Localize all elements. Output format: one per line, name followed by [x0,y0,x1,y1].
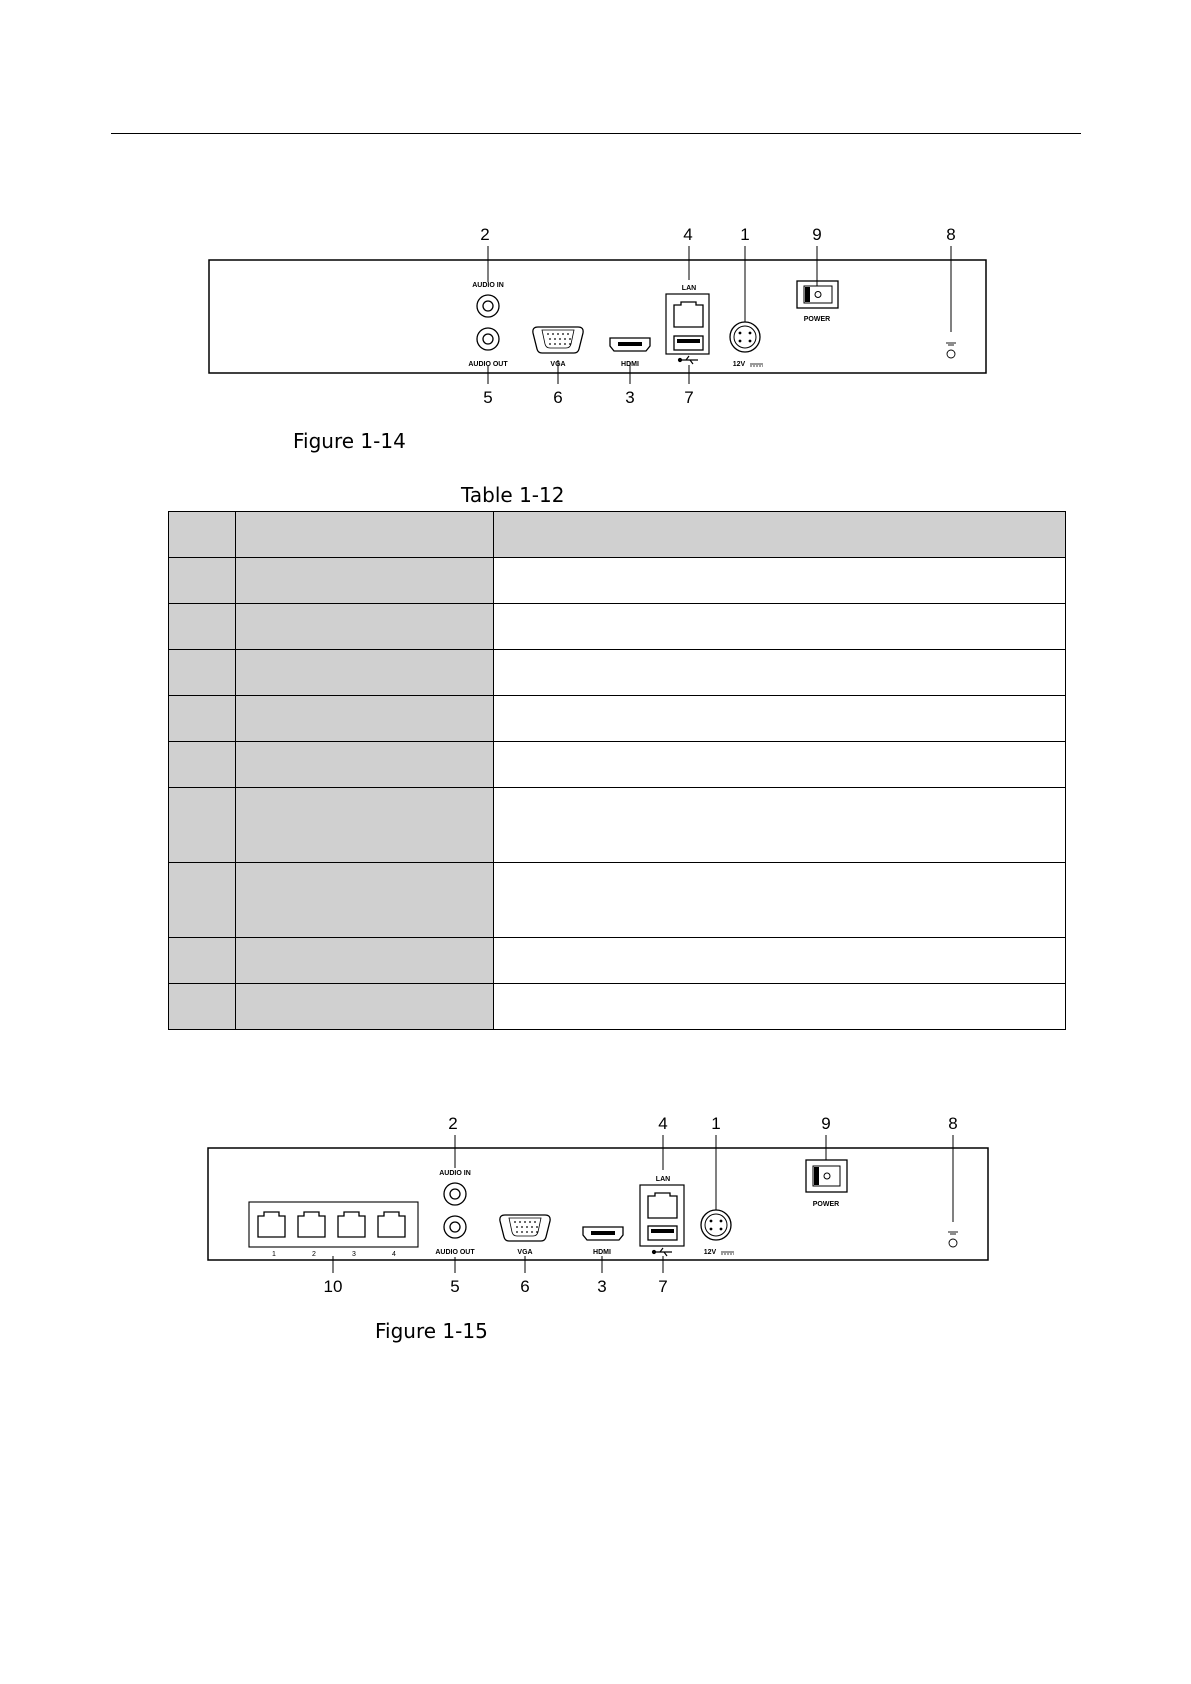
figure-1-14-caption: Figure 1-14 [293,429,406,453]
table-header-row [169,512,1066,558]
port-3-label: 3 [352,1251,356,1258]
vga-label: VGA [517,1249,533,1256]
audio-in-label: AUDIO IN [439,1170,471,1177]
callout-7: 7 [658,1277,668,1296]
port-4-label: 4 [392,1251,396,1258]
callout-1: 1 [711,1114,721,1133]
callout-9: 9 [812,225,822,244]
callout-8: 8 [948,1114,958,1133]
callout-6: 6 [553,388,563,407]
figure-1-15-caption: Figure 1-15 [375,1319,488,1343]
table-1-12-caption: Table 1-12 [461,483,565,507]
callout-9: 9 [821,1114,831,1133]
figure-1-14-rear-panel [0,0,1191,420]
audio-out-label: AUDIO OUT [435,1249,475,1256]
callout-7: 7 [684,388,694,407]
figure-1-15-rear-panel [0,1100,1191,1300]
header-no-cell [169,512,236,558]
dc-label: 12V [703,1249,717,1256]
header-name-cell [236,512,494,558]
callout-2: 2 [448,1114,458,1133]
table-row [169,650,1066,696]
callout-4: 4 [658,1114,668,1133]
power-label: POWER [803,316,831,323]
callout-8: 8 [946,225,956,244]
chassis [208,1148,988,1260]
table-row [169,604,1066,650]
table-row [169,788,1066,863]
lan-label: LAN [655,1176,671,1183]
callout-1: 1 [740,225,750,244]
power-label: POWER [812,1201,840,1208]
callout-6: 6 [520,1277,530,1296]
table-row [169,558,1066,604]
table-row [169,742,1066,788]
port-1-label: 1 [272,1251,276,1258]
callout-5: 5 [450,1277,460,1296]
table-row [169,938,1066,984]
spec-table [168,511,1066,1030]
audio-out-label: AUDIO OUT [468,361,508,368]
vga-label: VGA [550,361,566,368]
hdmi-label: HDMI [621,361,639,368]
callout-10: 10 [323,1277,343,1296]
audio-in-label: AUDIO IN [472,282,504,289]
port-2-label: 2 [312,1251,316,1258]
callout-5: 5 [483,388,493,407]
hdmi-label: HDMI [593,1249,611,1256]
chassis [209,260,986,373]
header-description-cell [494,512,1066,558]
callout-3: 3 [597,1277,607,1296]
table-row [169,863,1066,938]
callout-2: 2 [480,225,490,244]
dc-label: 12V [732,361,746,368]
lan-label: LAN [681,285,697,292]
table-row [169,696,1066,742]
callout-3: 3 [625,388,635,407]
table-row [169,984,1066,1030]
callout-4: 4 [683,225,693,244]
